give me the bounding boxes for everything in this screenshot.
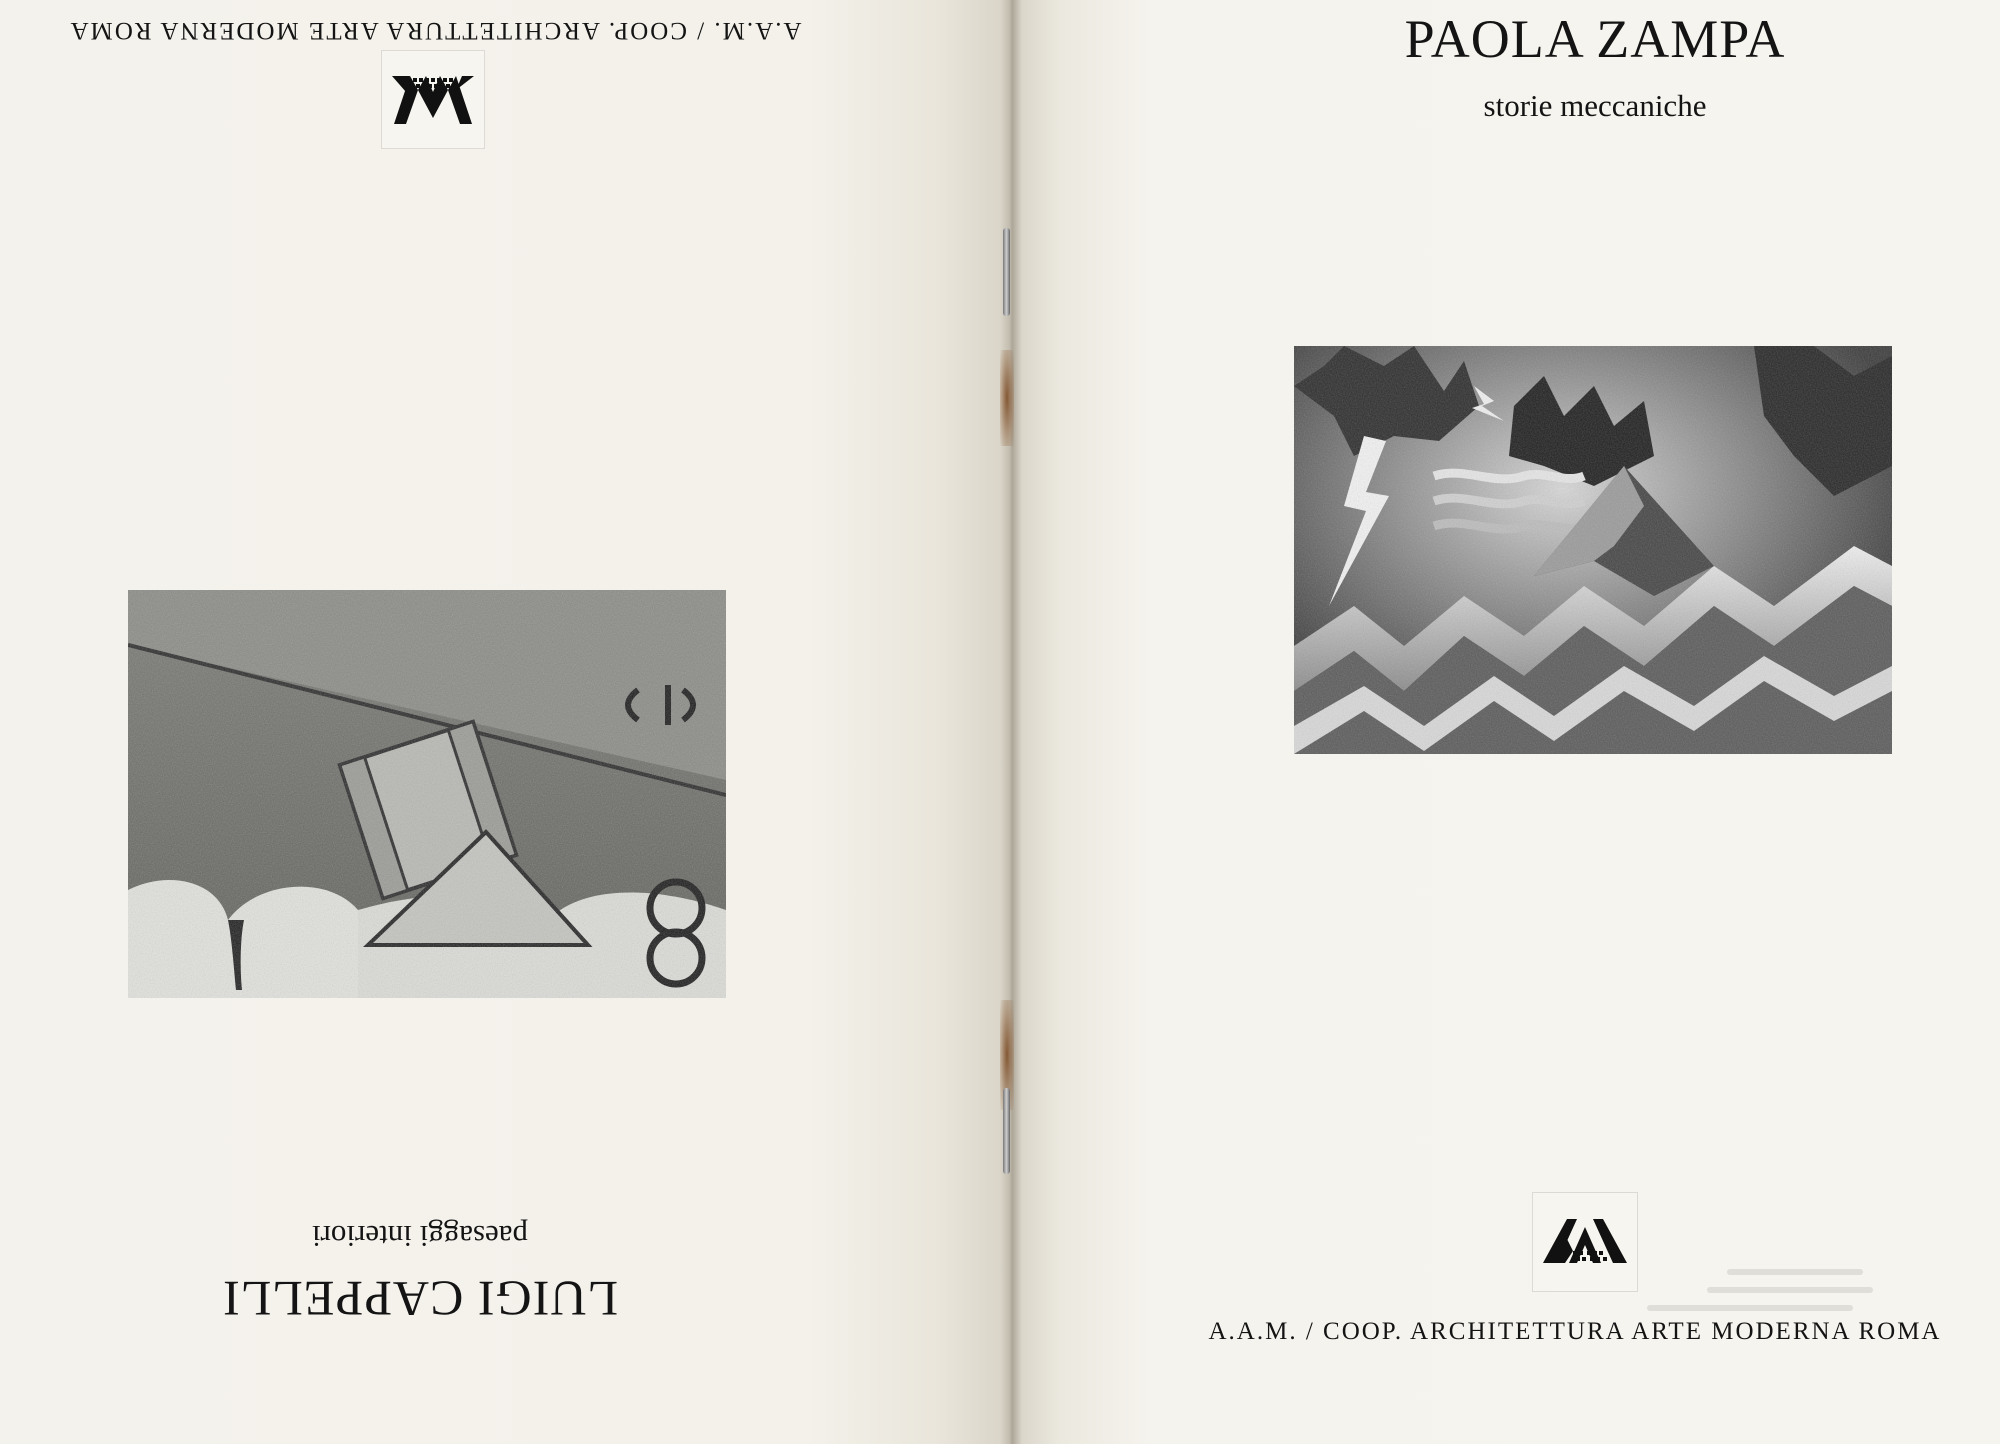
booklet-spine bbox=[1000, 0, 1022, 1444]
right-cover-title: storie meccaniche bbox=[1483, 88, 1707, 123]
right-artist-name: PAOLA ZAMPA bbox=[1404, 9, 1786, 69]
staple-top bbox=[1003, 228, 1010, 316]
paper-show-through bbox=[1610, 1262, 1880, 1322]
staple-bottom bbox=[1003, 1088, 1010, 1174]
abstract-gray-landscape-artwork bbox=[128, 590, 726, 998]
left-publisher-line: A.A.M. / COOP. ARCHITETTURA ARTE MODERNA ROMA bbox=[68, 17, 802, 44]
left-artist-name: LUIGI CAPPELLI bbox=[222, 1271, 618, 1327]
left-cover-title: paesaggi interiori bbox=[311, 1219, 529, 1254]
zigzag-mechanical-artwork bbox=[1294, 346, 1892, 754]
aam-logo-icon bbox=[381, 50, 485, 149]
rust-stain-top bbox=[1000, 350, 1014, 446]
right-publisher-line: A.A.M. / COOP. ARCHITETTURA ARTE MODERNA ROMA bbox=[1208, 1318, 1942, 1345]
